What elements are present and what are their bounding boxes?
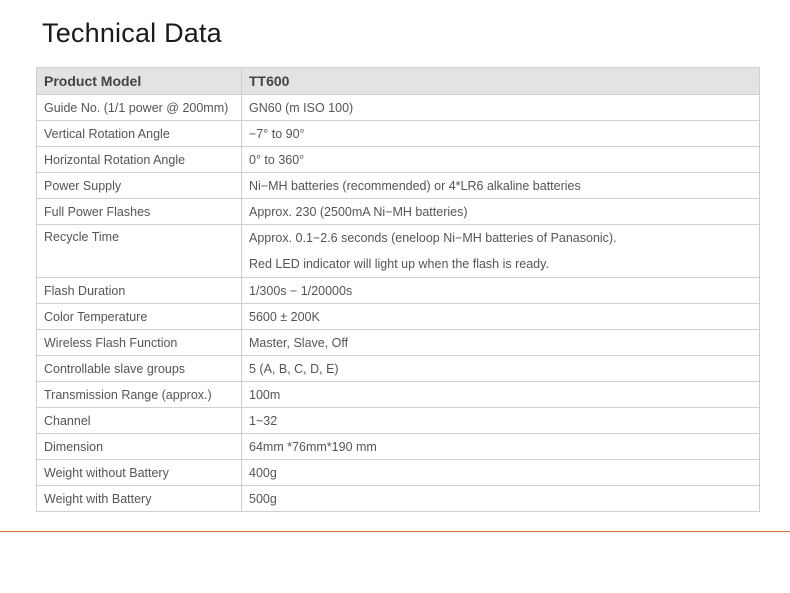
row-value: 5 (A, B, C, D, E) (242, 356, 760, 382)
row-label: Color Temperature (37, 304, 242, 330)
table-row (37, 408, 760, 434)
table-row (37, 147, 760, 173)
table-row (37, 225, 760, 278)
page-title: Technical Data (42, 18, 222, 48)
row-label: Recycle Time (37, 225, 242, 278)
table-row (37, 95, 760, 121)
table-row (37, 173, 760, 199)
row-label: Weight without Battery (37, 460, 242, 486)
row-value: 0° to 360° (242, 147, 760, 173)
row-label: Power Supply (37, 173, 242, 199)
row-value: Approx. 230 (2500mA Ni−MH batteries) (242, 199, 760, 225)
table-row (37, 304, 760, 330)
row-value: 500g (242, 486, 760, 512)
table-row (37, 121, 760, 147)
row-value-multiline (242, 225, 760, 278)
table-header-row (37, 68, 760, 95)
table-row (37, 199, 760, 225)
table-row (37, 278, 760, 304)
row-label: Transmission Range (approx.) (37, 382, 242, 408)
header-value: TT600 (242, 68, 760, 95)
row-value: 400g (242, 460, 760, 486)
technical-data-table (36, 67, 760, 512)
row-value-line: Approx. 0.1−2.6 seconds (eneloop Ni−MH batteries of Panasonic). (249, 231, 617, 245)
row-value: 5600 ± 200K (242, 304, 760, 330)
row-label: Channel (37, 408, 242, 434)
row-value: 1/300s − 1/20000s (242, 278, 760, 304)
row-label: Horizontal Rotation Angle (37, 147, 242, 173)
table-row (37, 460, 760, 486)
table-row (37, 356, 760, 382)
footer-divider (0, 531, 790, 532)
row-label: Vertical Rotation Angle (37, 121, 242, 147)
row-label: Wireless Flash Function (37, 330, 242, 356)
row-label: Full Power Flashes (37, 199, 242, 225)
row-label: Weight with Battery (37, 486, 242, 512)
row-label: Flash Duration (37, 278, 242, 304)
row-label: Controllable slave groups (37, 356, 242, 382)
row-value: 1~32 (242, 408, 760, 434)
row-value: 100m (242, 382, 760, 408)
row-value: Ni−MH batteries (recommended) or 4*LR6 alkaline batteries (242, 173, 760, 199)
row-value: Master, Slave, Off (242, 330, 760, 356)
table-row (37, 486, 760, 512)
row-value: 64mm *76mm*190 mm (242, 434, 760, 460)
row-value: −7° to 90° (242, 121, 760, 147)
table-row (37, 382, 760, 408)
table-row (37, 434, 760, 460)
row-value-line: Red LED indicator will light up when the flash is ready. (249, 257, 549, 271)
row-label: Dimension (37, 434, 242, 460)
header-label: Product Model (37, 68, 242, 95)
row-value: GN60 (m ISO 100) (242, 95, 760, 121)
table-row (37, 330, 760, 356)
row-label: Guide No. (1/1 power @ 200mm) (37, 95, 242, 121)
